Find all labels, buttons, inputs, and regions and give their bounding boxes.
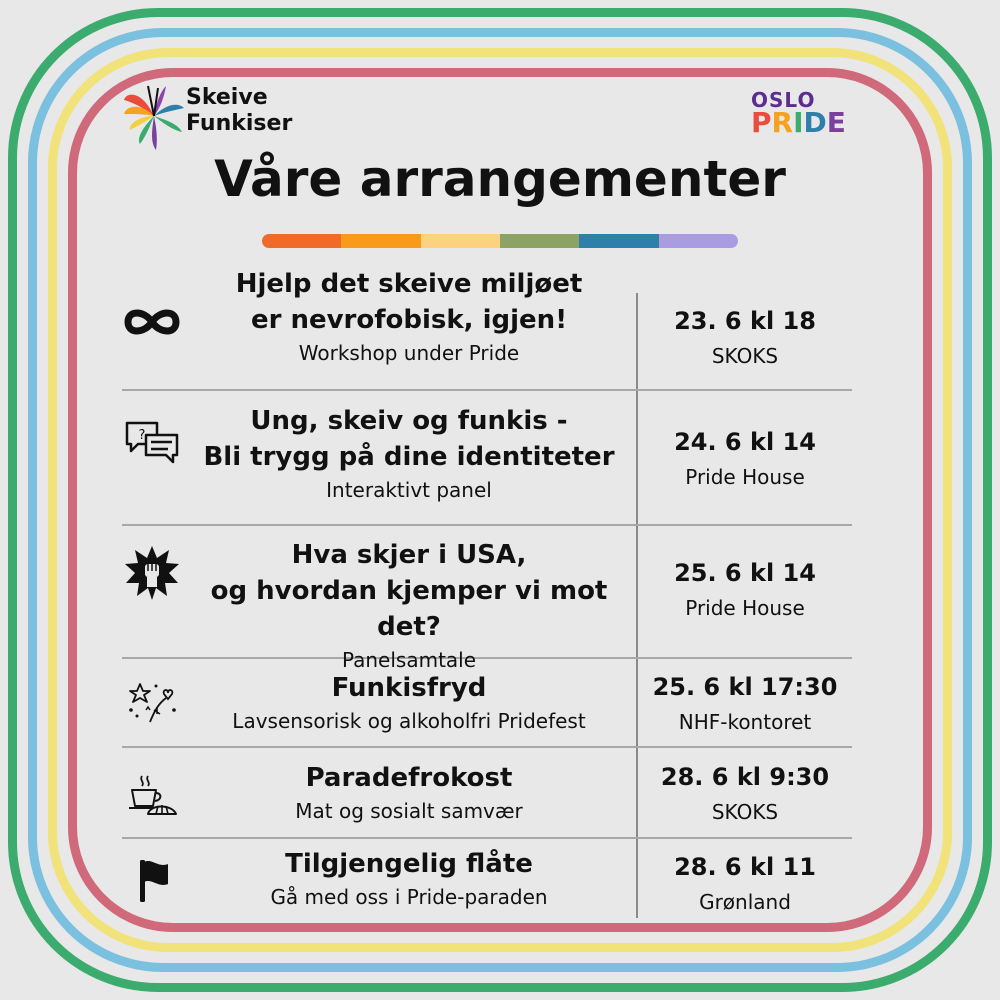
- event-when-where: [638, 669, 852, 739]
- event-subtitle: Panelsamtale: [341, 648, 477, 672]
- event-title: og hvordan kjemper vi mot det?: [210, 576, 608, 642]
- oslo-pride-logo-pride: [751, 106, 846, 139]
- fireworks-icon: [122, 680, 182, 726]
- pride-letter: I: [793, 106, 804, 139]
- pride-letter: R: [771, 106, 794, 139]
- row-divider: [122, 746, 852, 748]
- org-name-line1: Skeive: [186, 85, 268, 110]
- event-row: [122, 400, 852, 524]
- row-divider: [122, 524, 852, 526]
- butterfly-logo-icon: [122, 80, 186, 155]
- event-date: 23. 6 kl 18: [674, 307, 816, 335]
- pride-letter: D: [803, 106, 827, 139]
- event-info: [184, 760, 634, 826]
- event-when-where: [638, 555, 852, 625]
- event-place: Pride House: [685, 465, 805, 489]
- event-row: [122, 262, 852, 387]
- raised-fist-burst-icon: [122, 544, 182, 602]
- event-place: SKOKS: [711, 800, 779, 824]
- event-place: SKOKS: [711, 344, 779, 368]
- event-info: [184, 266, 634, 368]
- page-title: Våre arrangementer: [214, 150, 786, 208]
- pride-letter: P: [751, 106, 772, 139]
- event-when-where: [638, 303, 852, 373]
- rainbow-divider: [262, 234, 738, 248]
- event-info: [184, 537, 634, 675]
- flag-icon: [122, 856, 182, 904]
- org-name: [186, 85, 292, 137]
- event-title: Funkisfryd: [331, 673, 487, 703]
- org-name-line2: Funkiser: [186, 111, 293, 136]
- event-row: [122, 848, 852, 920]
- svg-text:?: ?: [138, 428, 146, 443]
- event-subtitle: Mat og sosialt samvær: [295, 799, 523, 823]
- event-title: er nevrofobisk, igjen!: [250, 305, 568, 335]
- event-title: Tilgjengelig flåte: [285, 849, 533, 879]
- event-info: [184, 670, 634, 736]
- event-date: 25. 6 kl 17:30: [652, 673, 838, 701]
- event-when-where: [638, 759, 852, 829]
- rainbow-segment: [500, 234, 579, 248]
- rainbow-segment: [579, 234, 658, 248]
- coffee-croissant-icon: [122, 772, 182, 818]
- oslo-pride-logo: [745, 88, 865, 148]
- event-title: Paradefrokost: [305, 763, 513, 793]
- event-place: NHF-kontoret: [678, 710, 812, 734]
- event-when-where: [638, 849, 852, 919]
- rainbow-segment: [421, 234, 500, 248]
- event-date: 24. 6 kl 14: [674, 428, 816, 456]
- event-place: Pride House: [685, 596, 805, 620]
- rainbow-segment: [341, 234, 420, 248]
- event-title: Ung, skeiv og funkis -: [250, 406, 568, 436]
- skeive-funkiser-logo: [122, 80, 312, 155]
- event-subtitle: Workshop under Pride: [298, 341, 520, 365]
- event-when-where: [638, 424, 852, 494]
- row-divider: [122, 837, 852, 839]
- event-info: [184, 403, 634, 505]
- rainbow-segment: [262, 234, 341, 248]
- event-place: Grønland: [699, 890, 791, 914]
- event-subtitle: Interaktivt panel: [326, 478, 492, 502]
- rainbow-segment: [659, 234, 738, 248]
- event-subtitle: Lavsensorisk og alkoholfri Pridefest: [232, 709, 586, 733]
- row-divider: [122, 389, 852, 391]
- event-row: [122, 536, 852, 672]
- event-row: [122, 758, 852, 836]
- event-date: 28. 6 kl 11: [674, 853, 816, 881]
- event-date: 28. 6 kl 9:30: [660, 763, 830, 791]
- event-title: Hva skjer i USA,: [291, 540, 527, 570]
- oslo-pride-logo-oslo: OSLO: [751, 88, 816, 112]
- infinity-icon: [122, 302, 182, 342]
- event-subtitle: Gå med oss i Pride-paraden: [270, 885, 548, 909]
- event-title: Hjelp det skeive miljøet: [235, 269, 583, 299]
- event-info: [184, 846, 634, 912]
- chat-bubbles-icon: [122, 420, 182, 464]
- pride-letter: E: [826, 106, 846, 139]
- event-row: [122, 668, 852, 746]
- event-title: Bli trygg på dine identiteter: [203, 442, 615, 472]
- event-date: 25. 6 kl 14: [674, 559, 816, 587]
